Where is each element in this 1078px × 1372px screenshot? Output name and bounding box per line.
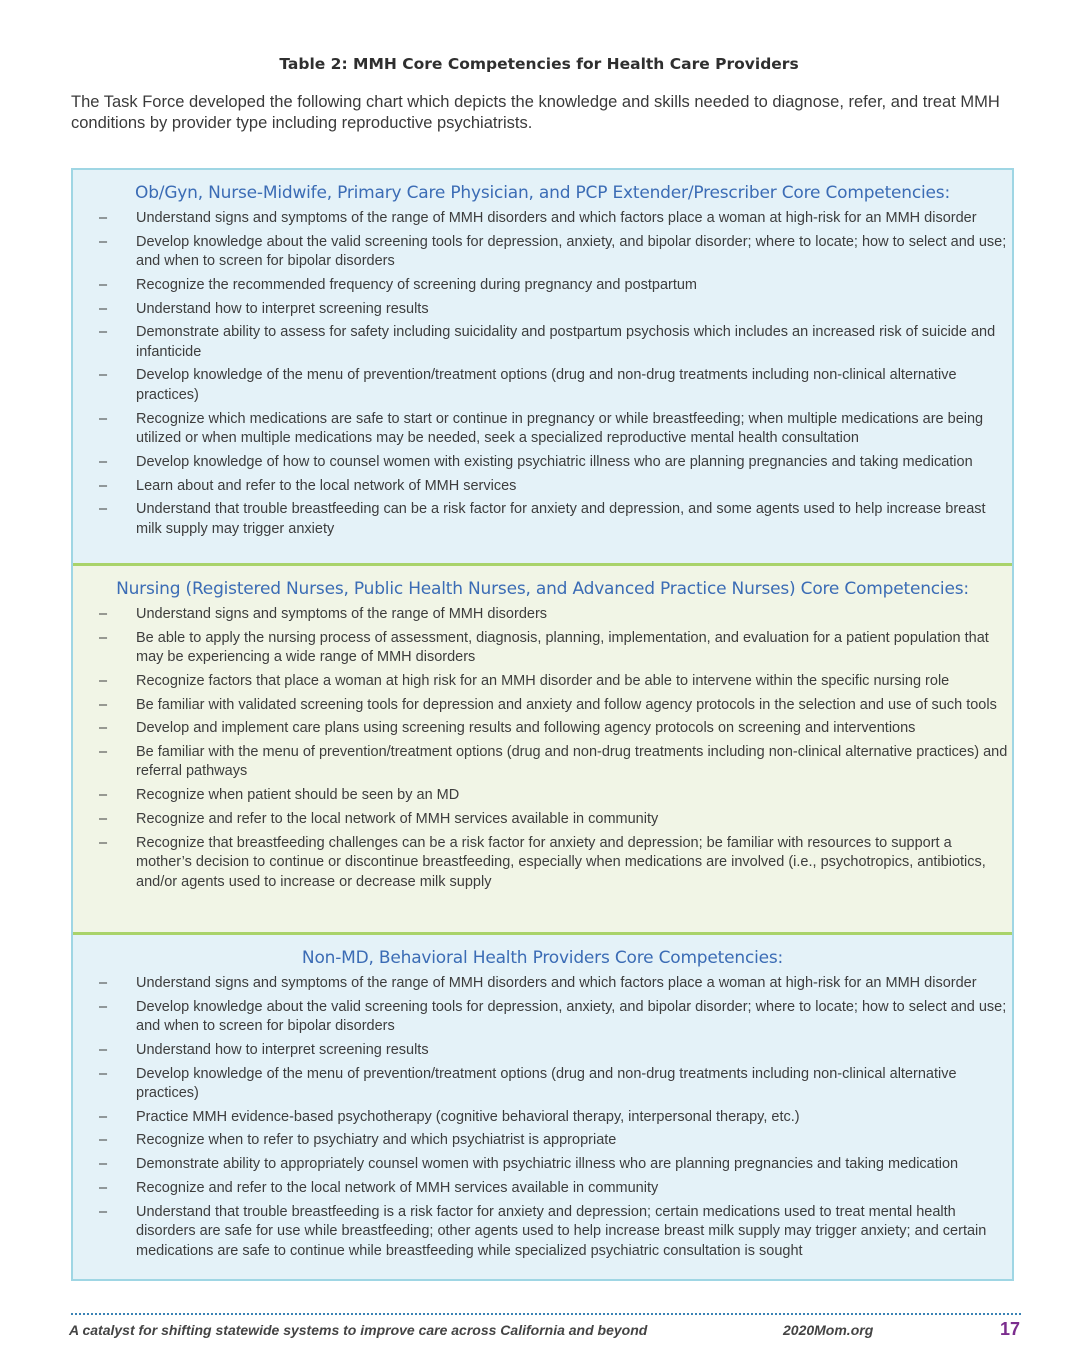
competency-item: – Recognize the recommended frequency of screening during pregnancy and postpartum (73, 276, 1012, 296)
competency-item: – Recognize factors that place a woman at high risk for an MMH disorder and be able to intervene within the specific nursing role (73, 672, 1012, 692)
page-title: Table 2: MMH Core Competencies for Health Care Providers (279, 55, 799, 73)
section-obgyn (73, 170, 1012, 563)
competency-item: – Recognize and refer to the local network of MMH services available in community (73, 1179, 1012, 1199)
competency-item: – Be able to apply the nursing process of assessment, diagnosis, planning, implementation, and evaluation for a patient population that may be experiencing a wide range of MMH disorders (73, 629, 1012, 668)
competency-item: – Develop knowledge about the valid screening tools for depression, anxiety, and bipolar disorder; where to locate; how to select and use; and when to screen for bipolar disorders (73, 998, 1012, 1037)
competencies-table (71, 168, 1014, 1281)
competency-item: – Demonstrate ability to assess for safety including suicidality and postpartum psychosis which includes an increased risk of suicide and infanticide (73, 323, 1012, 362)
competency-list (73, 209, 1012, 539)
competency-item: – Develop knowledge about the valid screening tools for depression, anxiety, and bipolar disorder; where to locate; how to select and use; and when to screen for bipolar disorders (73, 233, 1012, 272)
competency-item: – Recognize when patient should be seen by an MD (73, 786, 1012, 806)
competency-item: – Develop knowledge of the menu of prevention/treatment options (drug and non-drug treatments including non-clinical alternative practices) (73, 1065, 1012, 1104)
intro-paragraph: The Task Force developed the following chart which depicts the knowledge and skills needed to diagnose, refer, and treat MMH conditions by provider type including reproductive psychiatrists. (71, 93, 1000, 132)
competency-item: – Learn about and refer to the local network of MMH services (73, 477, 1012, 497)
section-title: Non-MD, Behavioral Health Providers Core Competencies: (301, 948, 784, 968)
competency-item: – Be familiar with validated screening tools for depression and anxiety and follow agency protocols in the selection and use of such tools (73, 696, 1012, 716)
section-title: Ob/Gyn, Nurse-Midwife, Primary Care Physician, and PCP Extender/Prescriber Core Competencies: (135, 183, 950, 203)
page-number: 17 (1000, 1319, 1021, 1339)
competency-item: – Recognize which medications are safe to start or continue in pregnancy or while breastfeeding; when multiple medications are being utilized or when multiple medications may be needed, seek a specialized reproductive mental health consultation (73, 410, 1012, 449)
competency-item: – Develop knowledge of the menu of prevention/treatment options (drug and non-drug treatments including non-clinical alternative practices) (73, 366, 1012, 405)
competency-item: – Recognize when to refer to psychiatry and which psychiatrist is appropriate (73, 1131, 1012, 1151)
competency-item: – Develop knowledge of how to counsel women with existing psychiatric illness who are planning pregnancies and taking medication (73, 453, 1012, 473)
section-title: Nursing (Registered Nurses, Public Health Nurses, and Advanced Practice Nurses) Core Competencies: (116, 579, 969, 599)
competency-item: – Understand how to interpret screening results (73, 1041, 1012, 1061)
competency-item: – Develop and implement care plans using screening results and following agency protocols on screening and interventions (73, 719, 1012, 739)
competency-item: – Understand signs and symptoms of the range of MMH disorders and which factors place a woman at high-risk for an MMH disorder (73, 974, 1012, 994)
competency-item: – Demonstrate ability to appropriately counsel women with psychiatric illness who are planning pregnancies and taking medication (73, 1155, 1012, 1175)
competency-item: – Recognize and refer to the local network of MMH services available in community (73, 810, 1012, 830)
competency-item: – Understand signs and symptoms of the range of MMH disorders (73, 605, 1012, 625)
section-nursing (73, 563, 1012, 932)
competency-list (73, 974, 1012, 1261)
competency-item: – Understand that trouble breastfeeding is a risk factor for anxiety and depression; certain medications used to treat mental health disorders are safe for use while breastfeeding; other agents used to help increase breast milk supply may trigger anxiety; and certain medications are safe to continue while breastfeeding while specialized psychiatric consultation is sought (73, 1203, 1012, 1262)
footer-divider (71, 1313, 1021, 1315)
competency-item: – Understand how to interpret screening results (73, 300, 1012, 320)
footer-url[interactable]: 2020Mom.org (783, 1322, 874, 1338)
competency-item: – Understand signs and symptoms of the range of MMH disorders and which factors place a woman at high-risk for an MMH disorder (73, 209, 1012, 229)
competency-item: – Understand that trouble breastfeeding can be a risk factor for anxiety and depression, and some agents used to help increase breast milk supply may trigger anxiety (73, 500, 1012, 539)
competency-item: – Recognize that breastfeeding challenges can be a risk factor for anxiety and depression; be familiar with resources to support a mother’s decision to continue or discontinue breastfeeding, especially when medications are involved (i.e., psychotropics, antibiotics, and/or agents used to increase or decrease milk supply (73, 834, 1012, 893)
competency-list (73, 605, 1012, 892)
competency-item: – Practice MMH evidence-based psychotherapy (cognitive behavioral therapy, interpersonal therapy, etc.) (73, 1108, 1012, 1128)
competency-item: – Be familiar with the menu of prevention/treatment options (drug and non-drug treatments including non-clinical alternative practices) and referral pathways (73, 743, 1012, 782)
footer-tagline: A catalyst for shifting statewide systems to improve care across California and beyond (69, 1322, 648, 1338)
section-behavioral-health (73, 932, 1012, 1279)
